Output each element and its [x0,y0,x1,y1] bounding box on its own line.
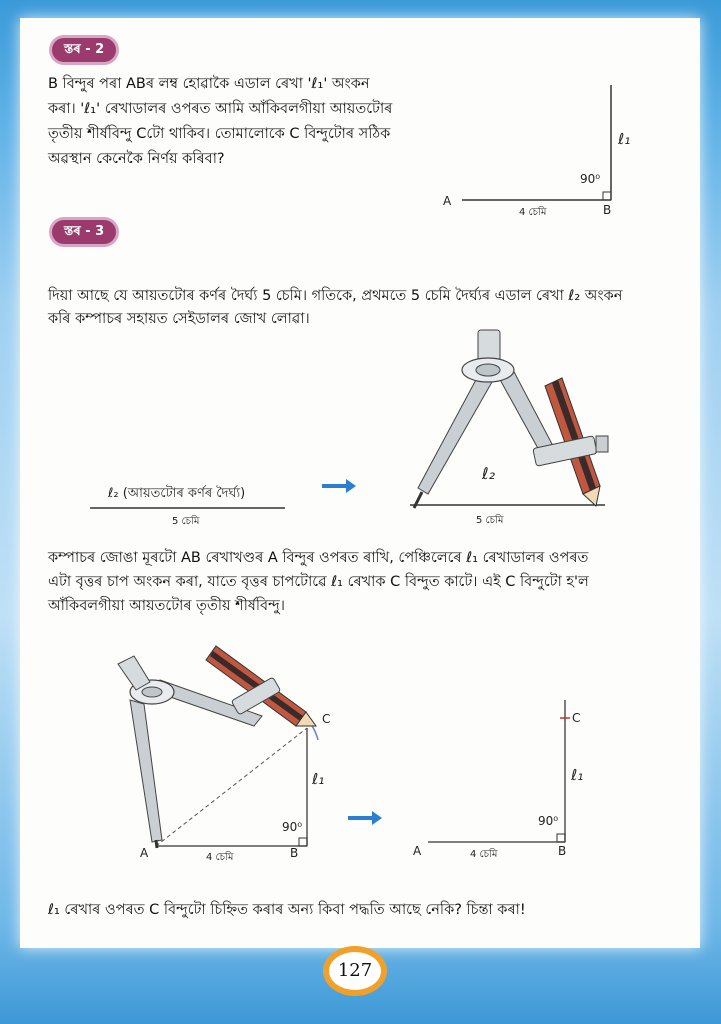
figR-label-l1: ℓ₁ [571,766,584,784]
step2-line3: তৃতীয় শীৰ্ষবিন্দু Cটো থাকিব। তোমালোকে C বিন্দুটোৰ সঠিক [48,126,391,142]
page-number: 127 [323,946,387,996]
compass-len: 5 চেমি [476,515,504,526]
figL-label-l1: ℓ₁ [312,770,325,788]
figL-label-len: 4 চেমি [206,852,234,863]
step3-badge: স্তৰ - 3 [52,220,116,244]
figL-label-a: A [140,846,149,860]
figL-label-c: C [322,712,331,726]
figR-label-b: B [558,844,567,858]
step3-para3: আঁকিবলগীয়া আয়তটোৰ তৃতীয় শীৰ্ষবিন্দু। [48,598,285,614]
step3-question: ℓ₁ ৰেখাৰ ওপৰত C বিন্দুটো চিহ্নিত কৰাৰ অন্য কিবা পদ্ধতি আছে নেকি? চিন্তা কৰা! [48,902,526,918]
step3-para2: এটা বৃত্তৰ চাপ অংকন কৰা, যাতে বৃত্তৰ চাপটোৱে ℓ₁ ৰেখাক C বিন্দুত কাটে। এই C বিন্দুটো হ'ল [48,574,589,590]
step2-badge: স্তৰ - 2 [52,38,116,62]
step2-label-a: A [443,194,452,208]
step3-para1: কম্পাচৰ জোঙা মূৰটো AB ৰেখাখণ্ডৰ A বিন্দুৰ ওপৰত ৰাখি, পেঞ্চিলেৰে ℓ₁ ৰেখাডালৰ ওপৰত [48,550,589,566]
figR-label-len: 4 চেমি [470,849,498,860]
step2-line1: B বিন্দুৰ পৰা ABৰ লম্ব হোৱাকৈ এডাল ৰেখা 'ℓ₁' অংকন [48,76,370,92]
diag-len: 5 চেমি [172,516,200,527]
diag-label: ℓ₂ (আয়তটোৰ কৰ্ণৰ দৈৰ্ঘ্য) [108,486,246,501]
figR-label-a: A [413,844,422,858]
compass-label-l2: ℓ₂ [482,464,496,483]
step2-label-b: B [603,203,612,217]
figL-label-angle: 90⁰ [282,820,303,834]
step3-line1: দিয়া আছে যে আয়তটোৰ কৰ্ণৰ দৈৰ্ঘ্য 5 চেমি। গতিকে, প্ৰথমতে 5 চেমি দৈৰ্ঘ্যৰ এডাল ৰেখা ℓ₂ অংকন [48,288,623,304]
step2-line2: কৰা। 'ℓ₁' ৰেখাডালৰ ওপৰত আমি আঁকিবলগীয়া আয়তটোৰ [48,101,393,117]
step2-label-len: 4 চেমি [519,207,547,218]
step2-line4: অৱস্থান কেনেকৈ নিৰ্ণয় কৰিবা? [48,151,225,167]
figL-label-b: B [290,846,299,860]
figR-label-c: C [572,711,581,725]
figR-label-angle: 90⁰ [538,814,559,828]
step3-line2: কৰি কম্পাচৰ সহায়ত সেইডালৰ জোখ লোৱা। [48,311,310,327]
step2-label-l1: ℓ₁ [618,130,631,148]
step2-label-angle: 90⁰ [580,172,601,186]
